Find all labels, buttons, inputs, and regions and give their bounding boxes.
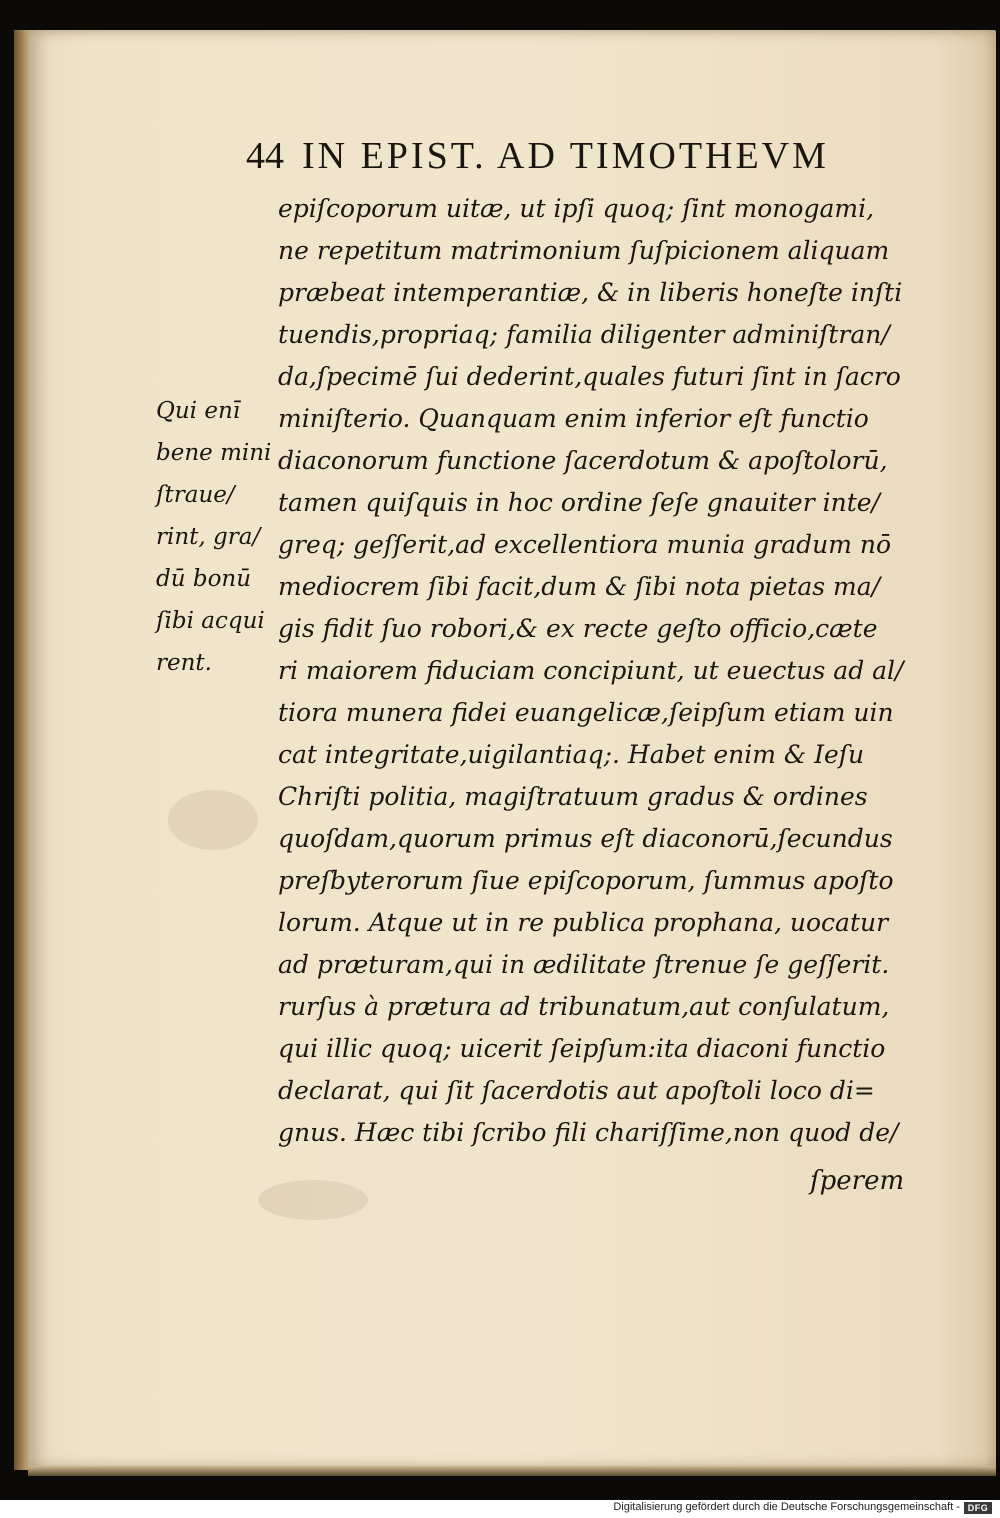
- text-line: præbeat intemperantiæ, & in liberis honeſte inſti: [278, 278, 903, 307]
- text-line: rurſus à prætura ad tribunatum,aut conſulatum,: [278, 992, 890, 1021]
- funding-credit: Digitalisierung gefördert durch die Deutsche Forschungsgemeinschaft -: [613, 1501, 960, 1513]
- text-line: ne repetitum matrimonium ſuſpicionem aliquam: [278, 236, 890, 265]
- running-head: [246, 134, 829, 178]
- text-line: lorum. Atque ut in re publica prophana, uocatur: [278, 908, 889, 937]
- page-bottom-edge: [28, 1466, 996, 1476]
- text-line: preſbyterorum ſiue epiſcoporum, ſummus apoſto: [278, 866, 894, 895]
- text-line: cat integritate,uigilantiaq;. Habet enim & Ieſu: [278, 740, 865, 769]
- main-text-block: [278, 194, 918, 1214]
- catchword: ſperem: [810, 1166, 905, 1196]
- text-line: declarat, qui ſit ſacerdotis aut apoſtoli loco di=: [278, 1076, 875, 1105]
- text-line: ad præturam,qui in ædilitate ſtrenue ſe geſſerit.: [278, 950, 890, 979]
- running-head-title: IN EPIST. AD TIMOTHEVM: [302, 135, 829, 177]
- page-number: 44: [246, 135, 284, 177]
- text-line: miniſterio. Quanquam enim inferior eſt functio: [278, 404, 869, 433]
- text-line: Chriſti politia, magiſtratuum gradus & ordines: [278, 782, 868, 811]
- margin-note-line: ſtraue/: [156, 482, 235, 508]
- text-line: qui illic quoq; uicerit ſeipſum:ita diaconi functio: [278, 1034, 886, 1063]
- text-line: tiora munera fidei euangelicæ,ſeipſum etiam uin: [278, 698, 894, 727]
- dfg-logo: DFG: [964, 1502, 992, 1514]
- marginal-note: [156, 398, 284, 688]
- text-line: ri maiorem fiduciam concipiunt, ut euectus ad al/: [278, 656, 904, 685]
- paper-stain: [168, 790, 258, 850]
- text-line: gnus. Hæc tibi ſcribo fili chariſſime,non quod de/: [278, 1118, 899, 1147]
- text-line: epiſcoporum uitæ, ut ipſi quoq; ſint monogami,: [278, 194, 875, 223]
- margin-note-line: Qui enī: [156, 398, 241, 424]
- text-line: mediocrem ſibi facit,dum & ſibi nota pietas ma/: [278, 572, 881, 601]
- margin-note-line: rent.: [156, 650, 212, 676]
- text-line: tuendis,propriaq; familia diligenter adminiſtran/: [278, 320, 890, 349]
- margin-note-line: rint, gra/: [156, 524, 261, 550]
- text-line: da,ſpecimē ſui dederint,quales futuri ſint in ſacro: [278, 362, 901, 391]
- text-line: gis fidit ſuo robori,& ex recte geſto officio,cæte: [278, 614, 878, 643]
- text-line: tamen quiſquis in hoc ordine ſeſe gnauiter inte/: [278, 488, 880, 517]
- margin-note-line: bene mini: [156, 440, 272, 466]
- text-line: greq; geſſerit,ad excellentiora munia gradum nō: [278, 530, 892, 559]
- text-line: quoſdam,quorum primus eſt diaconorū,ſecundus: [278, 824, 893, 853]
- margin-note-line: ſibi acqui: [156, 608, 265, 634]
- text-line: diaconorum functione ſacerdotum & apoſtolorū,: [278, 446, 888, 475]
- margin-note-line: dū bonū: [156, 566, 252, 592]
